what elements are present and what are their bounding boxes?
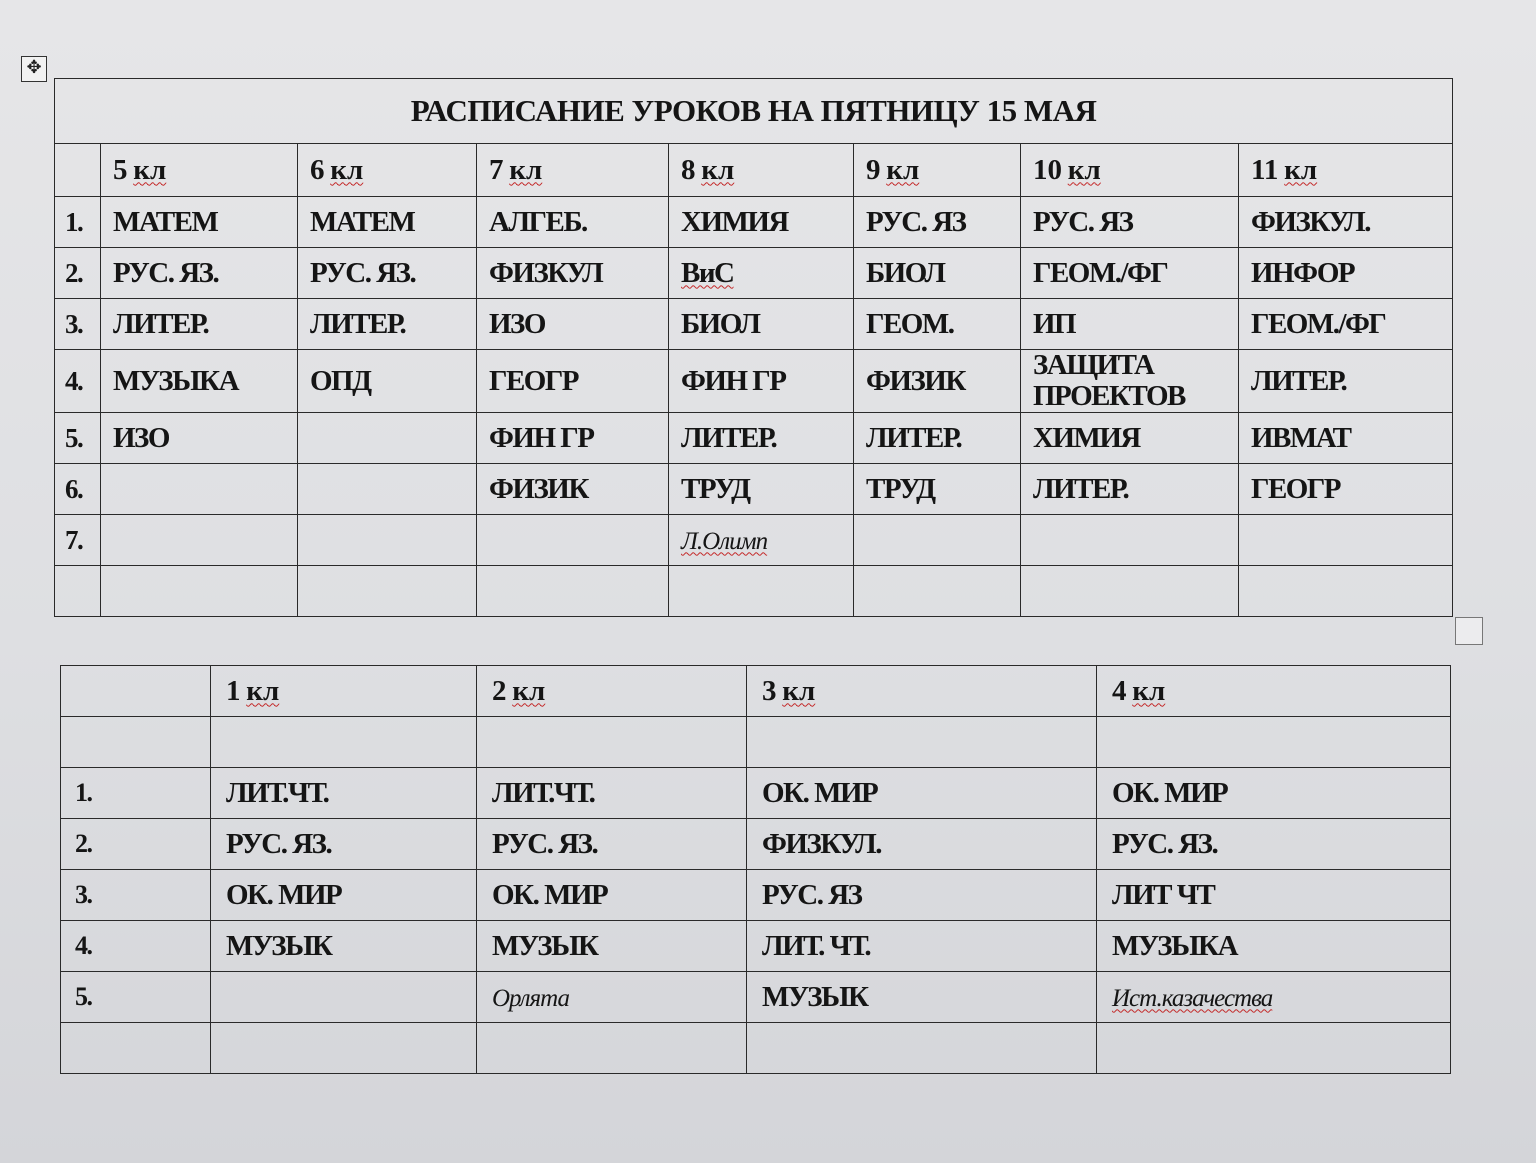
lesson-cell[interactable] bbox=[1097, 717, 1451, 768]
table-row bbox=[61, 768, 1451, 819]
lesson-cell[interactable]: ОК. МИР bbox=[477, 870, 747, 921]
lesson-cell[interactable] bbox=[1239, 566, 1453, 617]
table-row bbox=[61, 972, 1451, 1023]
lesson-cell[interactable] bbox=[298, 566, 477, 617]
class-header: 6 кл bbox=[298, 144, 477, 197]
lesson-number: 4. bbox=[55, 350, 101, 413]
lesson-cell[interactable]: МУЗЫК bbox=[747, 972, 1097, 1023]
lesson-cell[interactable]: ХИМИЯ bbox=[669, 197, 854, 248]
class-header: 8 кл bbox=[669, 144, 854, 197]
lesson-cell[interactable]: АЛГЕБ. bbox=[477, 197, 669, 248]
lesson-number: 1. bbox=[55, 197, 101, 248]
lesson-cell[interactable]: ТРУД bbox=[669, 464, 854, 515]
lesson-cell[interactable]: РУС. ЯЗ. bbox=[1097, 819, 1451, 870]
lesson-cell[interactable]: ГЕОМ./ФГ bbox=[1021, 248, 1239, 299]
corner-cell bbox=[61, 666, 211, 717]
lesson-cell[interactable]: Ист.казачества bbox=[1097, 972, 1451, 1023]
lesson-cell[interactable]: МУЗЫКА bbox=[101, 350, 298, 413]
lesson-number: 7. bbox=[55, 515, 101, 566]
lesson-cell[interactable] bbox=[477, 515, 669, 566]
lesson-number bbox=[55, 566, 101, 617]
lesson-number bbox=[61, 717, 211, 768]
lesson-cell[interactable]: ФИЗИК bbox=[477, 464, 669, 515]
table-row bbox=[55, 566, 1453, 617]
class-header: 10 кл bbox=[1021, 144, 1239, 197]
schedule-table-primary bbox=[60, 665, 1451, 1074]
lesson-cell[interactable] bbox=[298, 413, 477, 464]
lesson-cell[interactable]: РУС. ЯЗ. bbox=[477, 819, 747, 870]
lesson-cell[interactable]: ХИМИЯ bbox=[1021, 413, 1239, 464]
table-row bbox=[55, 515, 1453, 566]
lesson-cell[interactable]: Орлята bbox=[477, 972, 747, 1023]
lesson-number: 6. bbox=[55, 464, 101, 515]
class-header: 4 кл bbox=[1097, 666, 1451, 717]
lesson-cell[interactable]: БИОЛ bbox=[669, 299, 854, 350]
lesson-cell[interactable]: МУЗЫК bbox=[477, 921, 747, 972]
lesson-cell[interactable]: ЛИТ. ЧТ. bbox=[747, 921, 1097, 972]
lesson-cell[interactable] bbox=[854, 515, 1021, 566]
lesson-cell[interactable]: РУС. ЯЗ. bbox=[101, 248, 298, 299]
class-header: 2 кл bbox=[477, 666, 747, 717]
class-header: 7 кл bbox=[477, 144, 669, 197]
lesson-cell[interactable] bbox=[101, 566, 298, 617]
lesson-cell[interactable]: ФИН ГР bbox=[477, 413, 669, 464]
lesson-cell[interactable] bbox=[211, 1023, 477, 1074]
class-header: 11 кл bbox=[1239, 144, 1453, 197]
lesson-cell[interactable] bbox=[1021, 515, 1239, 566]
lesson-cell[interactable] bbox=[298, 464, 477, 515]
corner-cell bbox=[55, 144, 101, 197]
lesson-cell[interactable]: ГЕОМ./ФГ bbox=[1239, 299, 1453, 350]
lesson-cell[interactable] bbox=[747, 717, 1097, 768]
lesson-cell[interactable]: РУС. ЯЗ bbox=[1021, 197, 1239, 248]
lesson-cell[interactable]: ЛИТЕР. bbox=[669, 413, 854, 464]
lesson-cell[interactable]: ЛИТ ЧТ bbox=[1097, 870, 1451, 921]
lesson-cell[interactable]: ОК. МИР bbox=[747, 768, 1097, 819]
schedule-table-senior bbox=[54, 78, 1453, 617]
lesson-cell[interactable]: РУС. ЯЗ. bbox=[211, 819, 477, 870]
lesson-cell[interactable]: РУС. ЯЗ. bbox=[298, 248, 477, 299]
lesson-cell[interactable]: ЛИТЕР. bbox=[1021, 464, 1239, 515]
page-title: РАСПИСАНИЕ УРОКОВ НА ПЯТНИЦУ 15 МАЯ bbox=[55, 79, 1453, 144]
lesson-cell[interactable]: ФИЗКУЛ bbox=[477, 248, 669, 299]
lesson-cell[interactable]: ЛИТЕР. bbox=[298, 299, 477, 350]
class-header: 3 кл bbox=[747, 666, 1097, 717]
lesson-cell[interactable] bbox=[211, 717, 477, 768]
lesson-cell[interactable]: ГЕОГР bbox=[477, 350, 669, 413]
lesson-number: 5. bbox=[61, 972, 211, 1023]
lesson-cell[interactable] bbox=[101, 464, 298, 515]
table-row bbox=[61, 870, 1451, 921]
lesson-cell[interactable] bbox=[1021, 566, 1239, 617]
lesson-cell[interactable] bbox=[211, 972, 477, 1023]
lesson-cell[interactable]: ЛИТЕР. bbox=[1239, 350, 1453, 413]
lesson-cell[interactable]: ОК. МИР bbox=[211, 870, 477, 921]
table-row bbox=[55, 464, 1453, 515]
lesson-cell[interactable]: МУЗЫКА bbox=[1097, 921, 1451, 972]
table-header-row bbox=[61, 666, 1451, 717]
class-header: 1 кл bbox=[211, 666, 477, 717]
table-row bbox=[55, 350, 1453, 413]
lesson-cell[interactable]: ИЗО bbox=[101, 413, 298, 464]
table-row bbox=[61, 921, 1451, 972]
lesson-cell[interactable]: ИНФОР bbox=[1239, 248, 1453, 299]
lesson-cell[interactable] bbox=[1239, 515, 1453, 566]
lesson-cell[interactable]: МАТЕМ bbox=[298, 197, 477, 248]
lesson-number: 2. bbox=[55, 248, 101, 299]
class-header: 5 кл bbox=[101, 144, 298, 197]
table-row bbox=[61, 717, 1451, 768]
lesson-cell[interactable]: ЛИТ.ЧТ. bbox=[477, 768, 747, 819]
lesson-cell[interactable]: ИЗО bbox=[477, 299, 669, 350]
table-row bbox=[55, 299, 1453, 350]
lesson-cell[interactable] bbox=[477, 1023, 747, 1074]
lesson-cell[interactable]: ОПД bbox=[298, 350, 477, 413]
lesson-cell[interactable]: МУЗЫК bbox=[211, 921, 477, 972]
lesson-cell[interactable] bbox=[1097, 1023, 1451, 1074]
lesson-cell[interactable]: ЛИТЕР. bbox=[854, 413, 1021, 464]
lesson-cell[interactable]: РУС. ЯЗ bbox=[854, 197, 1021, 248]
lesson-cell[interactable]: ФИН ГР bbox=[669, 350, 854, 413]
lesson-cell[interactable]: ЗАЩИТА ПРОЕКТОВ bbox=[1021, 350, 1239, 413]
lesson-number: 3. bbox=[55, 299, 101, 350]
table-row bbox=[61, 1023, 1451, 1074]
lesson-cell[interactable] bbox=[101, 515, 298, 566]
table-row bbox=[61, 819, 1451, 870]
lesson-cell[interactable]: ФИЗКУЛ. bbox=[1239, 197, 1453, 248]
lesson-number: 2. bbox=[61, 819, 211, 870]
lesson-cell[interactable]: РУС. ЯЗ bbox=[747, 870, 1097, 921]
lesson-cell[interactable]: ФИЗИК bbox=[854, 350, 1021, 413]
lesson-cell[interactable] bbox=[477, 717, 747, 768]
lesson-cell[interactable]: ФИЗКУЛ. bbox=[747, 819, 1097, 870]
lesson-cell[interactable]: ИП bbox=[1021, 299, 1239, 350]
lesson-cell[interactable]: ОК. МИР bbox=[1097, 768, 1451, 819]
lesson-cell[interactable]: ГЕОГР bbox=[1239, 464, 1453, 515]
table-row bbox=[55, 197, 1453, 248]
lesson-cell[interactable] bbox=[477, 566, 669, 617]
lesson-number bbox=[61, 1023, 211, 1074]
lesson-cell[interactable]: ИВМАТ bbox=[1239, 413, 1453, 464]
table-resize-handle[interactable] bbox=[1455, 617, 1483, 645]
table-row bbox=[55, 248, 1453, 299]
lesson-cell[interactable] bbox=[298, 515, 477, 566]
lesson-cell[interactable]: Л.Олимп bbox=[669, 515, 854, 566]
lesson-cell[interactable] bbox=[747, 1023, 1097, 1074]
table-move-icon[interactable]: ✥ bbox=[21, 56, 47, 82]
lesson-cell[interactable]: ЛИТЕР. bbox=[101, 299, 298, 350]
lesson-cell[interactable]: МАТЕМ bbox=[101, 197, 298, 248]
lesson-number: 1. bbox=[61, 768, 211, 819]
table-header-row bbox=[55, 144, 1453, 197]
lesson-cell[interactable]: ЛИТ.ЧТ. bbox=[211, 768, 477, 819]
lesson-cell[interactable]: ВиС bbox=[669, 248, 854, 299]
lesson-number: 3. bbox=[61, 870, 211, 921]
table-row bbox=[55, 413, 1453, 464]
lesson-cell[interactable]: ГЕОМ. bbox=[854, 299, 1021, 350]
lesson-cell[interactable]: ТРУД bbox=[854, 464, 1021, 515]
lesson-number: 4. bbox=[61, 921, 211, 972]
lesson-number: 5. bbox=[55, 413, 101, 464]
lesson-cell[interactable]: БИОЛ bbox=[854, 248, 1021, 299]
class-header: 9 кл bbox=[854, 144, 1021, 197]
lesson-cell[interactable] bbox=[854, 566, 1021, 617]
lesson-cell[interactable] bbox=[669, 566, 854, 617]
